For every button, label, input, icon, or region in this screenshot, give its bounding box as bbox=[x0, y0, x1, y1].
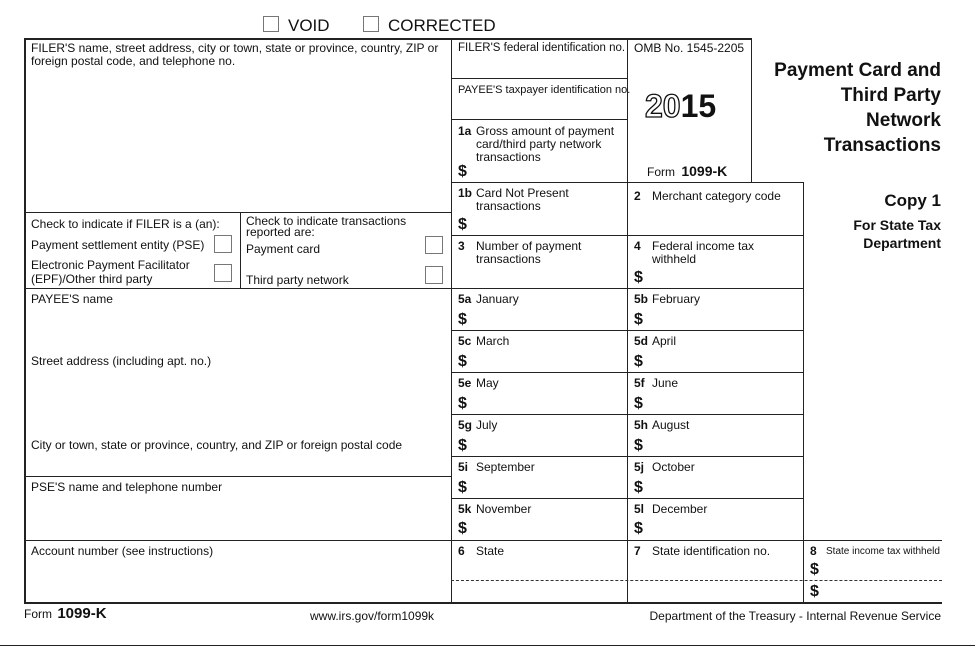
box-5c-label: March bbox=[476, 334, 510, 348]
box-4-number: 4 bbox=[634, 239, 641, 253]
box-5g-number: 5g bbox=[458, 418, 473, 432]
payee-tin-label: PAYEE'S taxpayer identification no. bbox=[458, 84, 631, 96]
divider-mid-col bbox=[627, 38, 628, 602]
copy-block bbox=[853, 190, 941, 252]
check-txn-label: Check to indicate transactions reported are: bbox=[246, 214, 407, 239]
pse-label: Payment settlement entity (PSE) bbox=[31, 238, 205, 252]
line-5i bbox=[451, 498, 803, 499]
omb-form-id bbox=[647, 163, 727, 180]
box-7-number: 7 bbox=[634, 544, 641, 558]
box-3-label: Number of payment transactions bbox=[476, 239, 582, 266]
box-8-dollar-1: $ bbox=[810, 561, 819, 578]
tax-year-bold: 15 bbox=[680, 88, 717, 124]
box-5i-number: 5i bbox=[458, 460, 469, 474]
title-line-1: Payment Card and bbox=[774, 60, 941, 81]
filer-fed-id-label: FILER'S federal identification no. bbox=[458, 42, 626, 54]
box-5i-label: September bbox=[476, 460, 535, 474]
footer-dept: Department of the Treasury - Internal Revenue Service bbox=[649, 609, 941, 623]
title-line-4: Transactions bbox=[823, 135, 941, 156]
box-5f-label: June bbox=[652, 376, 679, 390]
pse-checkbox[interactable] bbox=[214, 235, 232, 253]
box-5a-label: January bbox=[476, 292, 519, 306]
line-payee-city bbox=[24, 476, 451, 477]
epf-label-1: Electronic Payment Facilitator bbox=[31, 258, 190, 272]
line-5c bbox=[451, 372, 803, 373]
box-5h-number: 5h bbox=[634, 418, 649, 432]
box-5k-label: November bbox=[476, 502, 532, 516]
box-2-number: 2 bbox=[634, 189, 641, 203]
epf-label-2: (EPF)/Other third party bbox=[31, 272, 153, 286]
line-1b bbox=[451, 235, 803, 236]
form-bottom-border bbox=[24, 602, 942, 604]
box-1a-number: 1a bbox=[458, 124, 472, 138]
payee-city-label: City or town, state or province, country, and ZIP or foreign postal code bbox=[31, 438, 403, 452]
box-8-number: 8 bbox=[810, 544, 817, 558]
box-8-label: State income tax withheld bbox=[826, 546, 940, 557]
footer-form-name: 1099-K bbox=[57, 605, 107, 622]
box-5d-number: 5d bbox=[634, 334, 649, 348]
footer-url[interactable]: www.irs.gov/form1099k bbox=[310, 609, 435, 623]
box-5f-number: 5f bbox=[634, 376, 645, 390]
line-fedid bbox=[451, 78, 627, 79]
corrected-checkbox[interactable] bbox=[363, 16, 379, 32]
box-5c-dollar: $ bbox=[458, 353, 467, 370]
line-5k bbox=[24, 540, 942, 541]
omb-number: OMB No. 1545-2205 bbox=[634, 41, 745, 55]
box-5i-dollar: $ bbox=[458, 479, 467, 496]
box-5d-dollar: $ bbox=[634, 353, 643, 370]
title-line-3: Network bbox=[866, 110, 941, 131]
divider-omb-right bbox=[751, 38, 752, 182]
box-1b-number: 1b bbox=[458, 186, 473, 200]
box-5f-dollar: $ bbox=[634, 395, 643, 412]
line-payeetin bbox=[451, 119, 627, 120]
third-party-checkbox[interactable] bbox=[425, 266, 443, 284]
box-5e-label: May bbox=[476, 376, 499, 390]
title-line-2: Third Party bbox=[840, 85, 941, 106]
copy-line-2: Department bbox=[863, 235, 941, 251]
box-1a-dollar: $ bbox=[458, 163, 467, 180]
box-5j-dollar: $ bbox=[634, 479, 643, 496]
box-5b-label: February bbox=[652, 292, 701, 306]
line-5g bbox=[451, 456, 803, 457]
box-5d-label: April bbox=[652, 334, 677, 348]
box-1a-label: Gross amount of payment card/third party network transactions bbox=[476, 124, 615, 164]
tax-year bbox=[645, 88, 716, 124]
box-5a-number: 5a bbox=[458, 292, 472, 306]
box-3-number: 3 bbox=[458, 239, 465, 253]
epf-checkbox[interactable] bbox=[214, 264, 232, 282]
copy-title: Copy 1 bbox=[884, 191, 941, 210]
filer-name-label: FILER'S name, street address, city or town, state or province, country, ZIP or foreign postal code, and telephone no. bbox=[31, 41, 439, 68]
box-5k-number: 5k bbox=[458, 502, 472, 516]
box-4-label: Federal income tax withheld bbox=[652, 239, 755, 266]
box-6-label: State bbox=[476, 544, 505, 558]
box-5k-dollar: $ bbox=[458, 520, 467, 537]
box-5h-dollar: $ bbox=[634, 437, 643, 454]
line-1a bbox=[451, 182, 803, 183]
payment-card-label: Payment card bbox=[246, 242, 321, 256]
account-number-label: Account number (see instructions) bbox=[31, 544, 214, 558]
void-checkbox[interactable] bbox=[263, 16, 279, 32]
box-5h-label: August bbox=[652, 418, 690, 432]
bottom-rule bbox=[0, 645, 975, 646]
payee-street-label: Street address (including apt. no.) bbox=[31, 354, 212, 368]
omb-form-name: 1099-K bbox=[681, 163, 728, 179]
box-5l-number: 5l bbox=[634, 502, 645, 516]
tax-year-outline: 20 bbox=[645, 88, 681, 124]
third-party-label: Third party network bbox=[246, 273, 349, 287]
box-5e-number: 5e bbox=[458, 376, 472, 390]
box-5g-label: July bbox=[476, 418, 498, 432]
divider-left-col bbox=[451, 38, 452, 602]
void-label: VOID bbox=[288, 16, 330, 35]
check-filer-label: Check to indicate if FILER is a (an): bbox=[31, 217, 220, 231]
box-5b-dollar: $ bbox=[634, 311, 643, 328]
line-5e bbox=[451, 414, 803, 415]
pse-name-label: PSE'S name and telephone number bbox=[31, 480, 223, 494]
box-1b-label: Card Not Present transactions bbox=[476, 186, 569, 213]
form-left-border bbox=[24, 38, 26, 603]
box-5a-dollar: $ bbox=[458, 311, 467, 328]
box-1b-dollar: $ bbox=[458, 216, 467, 233]
payee-name-label: PAYEE'S name bbox=[31, 292, 113, 306]
box-5b-number: 5b bbox=[634, 292, 649, 306]
box-6-number: 6 bbox=[458, 544, 465, 558]
box-5j-number: 5j bbox=[634, 460, 645, 474]
copy-line-1: For State Tax bbox=[853, 217, 941, 233]
corrected-label: CORRECTED bbox=[388, 16, 496, 35]
form-title bbox=[774, 58, 941, 158]
footer-form-id bbox=[24, 605, 107, 623]
box-5c-number: 5c bbox=[458, 334, 472, 348]
box-4-dollar: $ bbox=[634, 269, 643, 286]
box-5g-dollar: $ bbox=[458, 437, 467, 454]
line-5a bbox=[451, 330, 803, 331]
omb-form-prefix: Form bbox=[647, 165, 675, 179]
box-5l-dollar: $ bbox=[634, 520, 643, 537]
line-row3 bbox=[24, 288, 803, 289]
footer-form-prefix: Form bbox=[24, 607, 52, 621]
line-filer-name bbox=[24, 212, 451, 213]
payment-card-checkbox[interactable] bbox=[425, 236, 443, 254]
dash-state-line bbox=[451, 580, 942, 581]
box-5e-dollar: $ bbox=[458, 395, 467, 412]
box-5j-label: October bbox=[652, 460, 695, 474]
box-8-dollar-2: $ bbox=[810, 583, 819, 600]
box-5l-label: December bbox=[652, 502, 708, 516]
box-7-label: State identification no. bbox=[652, 544, 771, 558]
form-top-border bbox=[24, 38, 751, 40]
divider-check-boxes bbox=[240, 212, 241, 288]
box-2-label: Merchant category code bbox=[652, 189, 781, 203]
divider-right-col bbox=[803, 182, 804, 602]
